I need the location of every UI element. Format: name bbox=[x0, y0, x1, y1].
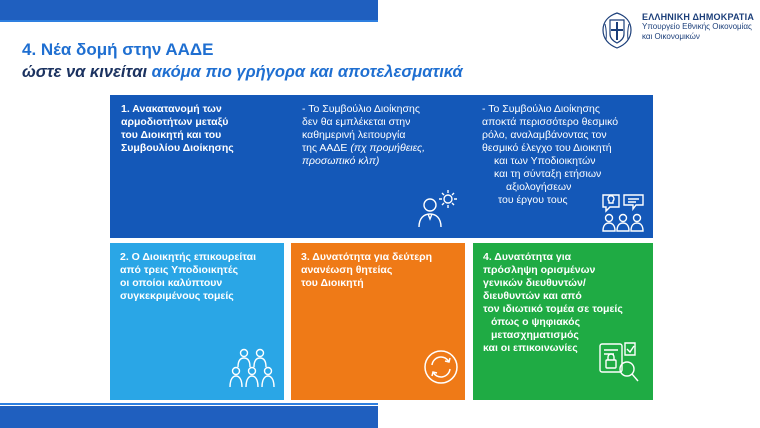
text-line: ρόλο, αναλαμβάνοντας τον bbox=[482, 129, 607, 141]
text-line: ανανέωση θητείας bbox=[301, 264, 393, 276]
top-accent-line bbox=[0, 20, 378, 22]
text-line: τον ιδιωτικό τομέα σε τομείς bbox=[483, 303, 623, 315]
ministry-logo bbox=[598, 10, 755, 50]
text-line: αποκτά περισσότερο θεσμικό bbox=[482, 116, 619, 128]
text-italic: (πχ προμήθειες, bbox=[350, 142, 425, 154]
text-line: 3. Δυνατότητα για δεύτερη bbox=[301, 251, 433, 263]
slide-title: 4. Νέα δομή στην ΑΑΔΕ bbox=[22, 40, 214, 59]
ministry-line-1: Υπουργείο Εθνικής Οικονομίας bbox=[642, 22, 752, 31]
block-board-role bbox=[482, 103, 618, 207]
renewal-cycle-icon bbox=[423, 349, 459, 385]
text-line: από τρεις Υποδιοικητές bbox=[120, 264, 239, 276]
top-accent-bar bbox=[0, 0, 378, 20]
bottom-accent-line bbox=[0, 403, 378, 405]
text-line: του έργου τους bbox=[498, 194, 568, 206]
text-line: - Το Συμβούλιο Διοίκησης bbox=[302, 103, 420, 115]
subtitle-highlight: ακόμα πιο γρήγορα και αποτελεσματικά bbox=[151, 63, 463, 81]
text-line: θεσμικό έλεγχο του Διοικητή bbox=[482, 142, 612, 154]
text-italic: προσωπικό κλπ) bbox=[302, 155, 380, 167]
panel-board-reform bbox=[110, 95, 653, 238]
text-line: 2. Ο Διοικητής επικουρείται bbox=[120, 251, 257, 263]
subtitle-prefix: ώστε να κινείται bbox=[22, 63, 152, 81]
security-lock-search-icon bbox=[597, 339, 641, 385]
text-line: του Διοικητή bbox=[301, 277, 364, 289]
block-board-daily bbox=[302, 103, 425, 168]
text-line: γενικών διευθυντών/ bbox=[483, 277, 586, 289]
text-line: του Διοικητή και του bbox=[121, 129, 222, 141]
text-line: 1. Ανακατανομή των bbox=[121, 103, 222, 115]
text-line: πρόσληψη ορισμένων bbox=[483, 264, 596, 276]
group-people-icon bbox=[228, 347, 276, 391]
greek-emblem-icon bbox=[598, 10, 636, 50]
team-idea-icon bbox=[600, 191, 646, 233]
org-name: ΕΛΛΗΝΙΚΗ ΔΗΜΟΚΡΑΤΙΑ bbox=[642, 12, 755, 22]
card-term-renewal bbox=[291, 243, 465, 400]
text-line: 4. Δυνατότητα για bbox=[483, 251, 572, 263]
text-line: μετασχηματισμός bbox=[491, 329, 579, 341]
text-line: της ΑΑΔΕ bbox=[302, 142, 348, 154]
ministry-line-2: και Οικονομικών bbox=[642, 32, 700, 41]
card-private-hiring bbox=[473, 243, 653, 400]
text-line: καθημερινή λειτουργία bbox=[302, 129, 406, 141]
bottom-accent-bar bbox=[0, 406, 378, 428]
text-line: αξιολογήσεων bbox=[506, 181, 572, 193]
text-line: αρμοδιοτήτων μεταξύ bbox=[121, 116, 229, 128]
text-line: και των Υποδιοικητών bbox=[494, 155, 596, 167]
text-line: όπως ο ψηφιακός bbox=[491, 316, 581, 328]
text-line: οι οποίοι καλύπτουν bbox=[120, 277, 223, 289]
text-line: - Το Συμβούλιο Διοίκησης bbox=[482, 103, 600, 115]
text-line: δεν θα εμπλέκεται στην bbox=[302, 116, 411, 128]
text-line: διευθυντών και από bbox=[483, 290, 582, 302]
slide-subtitle bbox=[22, 63, 463, 82]
block-redistribution bbox=[121, 103, 234, 155]
text-line: συγκεκριμένους τομείς bbox=[120, 290, 234, 302]
text-line: και τη σύνταξη ετήσιων bbox=[494, 168, 602, 180]
manager-gear-icon bbox=[416, 187, 460, 231]
text-line: και οι επικοινωνίες bbox=[483, 342, 578, 354]
card-deputy-governors bbox=[110, 243, 284, 400]
text-line: Συμβουλίου Διοίκησης bbox=[121, 142, 234, 154]
